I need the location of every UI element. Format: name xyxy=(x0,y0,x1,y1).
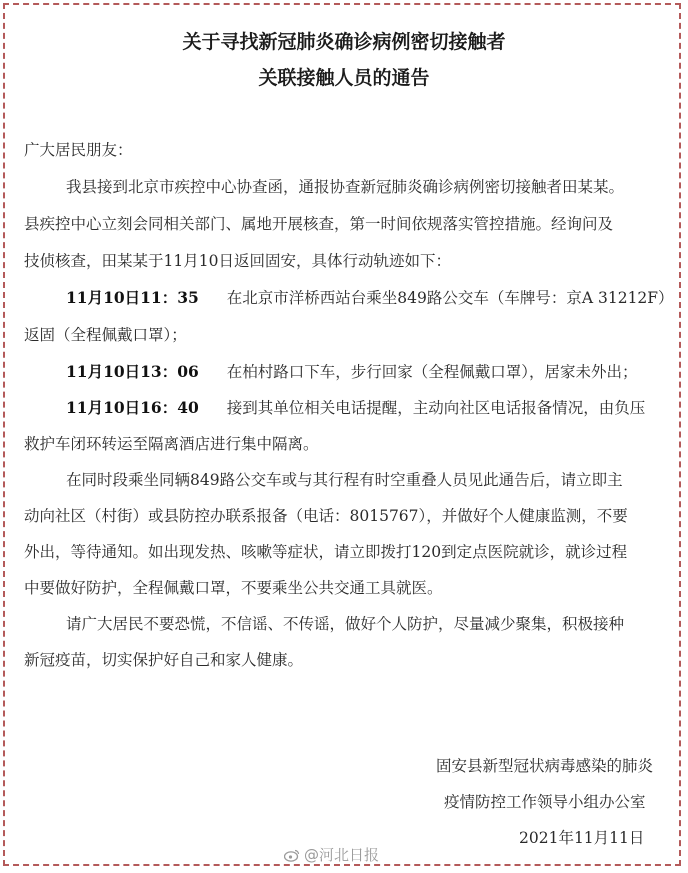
paragraph-2-line: 在同时段乘坐同辆849路公交车或与其行程有时空重叠人员见此通告后，请立即主 xyxy=(66,471,623,489)
paragraph-3-line: 请广大居民不要恐慌，不信谣、不传谣，做好个人防护，尽量减少聚集，积极接种 xyxy=(66,615,625,633)
itinerary-item-3 xyxy=(66,396,688,418)
paragraph-2-line: 中要做好防护，全程佩戴口罩，不要乘坐公共交通工具就医。 xyxy=(24,579,443,597)
paragraph-1-line: 技侦核查，田某某于11月10日返回固安，具体行动轨迹如下： xyxy=(24,252,451,270)
paragraph-3-line: 新冠疫苗，切实保护好自己和家人健康。 xyxy=(24,651,304,669)
paragraph-2-line: 动向社区（村街）或县防控办联系报备（电话：8015767），并做好个人健康监测，不要 xyxy=(24,507,628,525)
itinerary-time: 11月10日13：06 xyxy=(66,362,199,381)
itinerary-item-3-cont: 救护车闭环转运至隔离酒店进行集中隔离。 xyxy=(24,435,319,453)
itinerary-time: 11月10日16：40 xyxy=(66,398,199,417)
itinerary-item-2 xyxy=(66,360,688,382)
itinerary-text: 接到其单位相关电话提醒，主动向社区电话报备情况，由负压 xyxy=(226,399,646,417)
itinerary-text: 在柏村路口下车，步行回家（全程佩戴口罩），居家未外出； xyxy=(226,363,638,381)
itinerary-item-1 xyxy=(66,286,688,308)
salutation: 广大居民朋友： xyxy=(24,141,133,159)
source-watermark xyxy=(284,844,379,865)
itinerary-item-1-cont: 返固（全程佩戴口罩）； xyxy=(24,326,187,344)
notice-date: 2021年11月11日 xyxy=(519,829,645,847)
signature-line1: 固安县新型冠状病毒感染的肺炎 xyxy=(436,757,654,775)
notice-title-line2: 关联接触人员的通告 xyxy=(258,67,430,89)
itinerary-text: 在北京市洋桥西站台乘坐849路公交车（车牌号：京A 31212F） xyxy=(226,289,674,307)
watermark-text: @河北日报 xyxy=(304,846,380,864)
paragraph-2-line: 外出，等待通知。如出现发热、咳嗽等症状，请立即拨打120到定点医院就诊，就诊过程 xyxy=(24,543,628,561)
signature-line2: 疫情防控工作领导小组办公室 xyxy=(444,793,646,811)
paragraph-1-line: 县疾控中心立刻会同相关部门、属地开展核查，第一时间依规落实管控措施。经询问及 xyxy=(24,215,614,233)
weibo-icon xyxy=(284,848,300,862)
itinerary-time: 11月10日11：35 xyxy=(66,288,199,307)
paragraph-1-line: 我县接到北京市疾控中心协查函，通报协查新冠肺炎确诊病例密切接触者田某某。 xyxy=(66,178,625,196)
notice-title-line1: 关于寻找新冠肺炎确诊病例密切接触者 xyxy=(182,31,506,53)
